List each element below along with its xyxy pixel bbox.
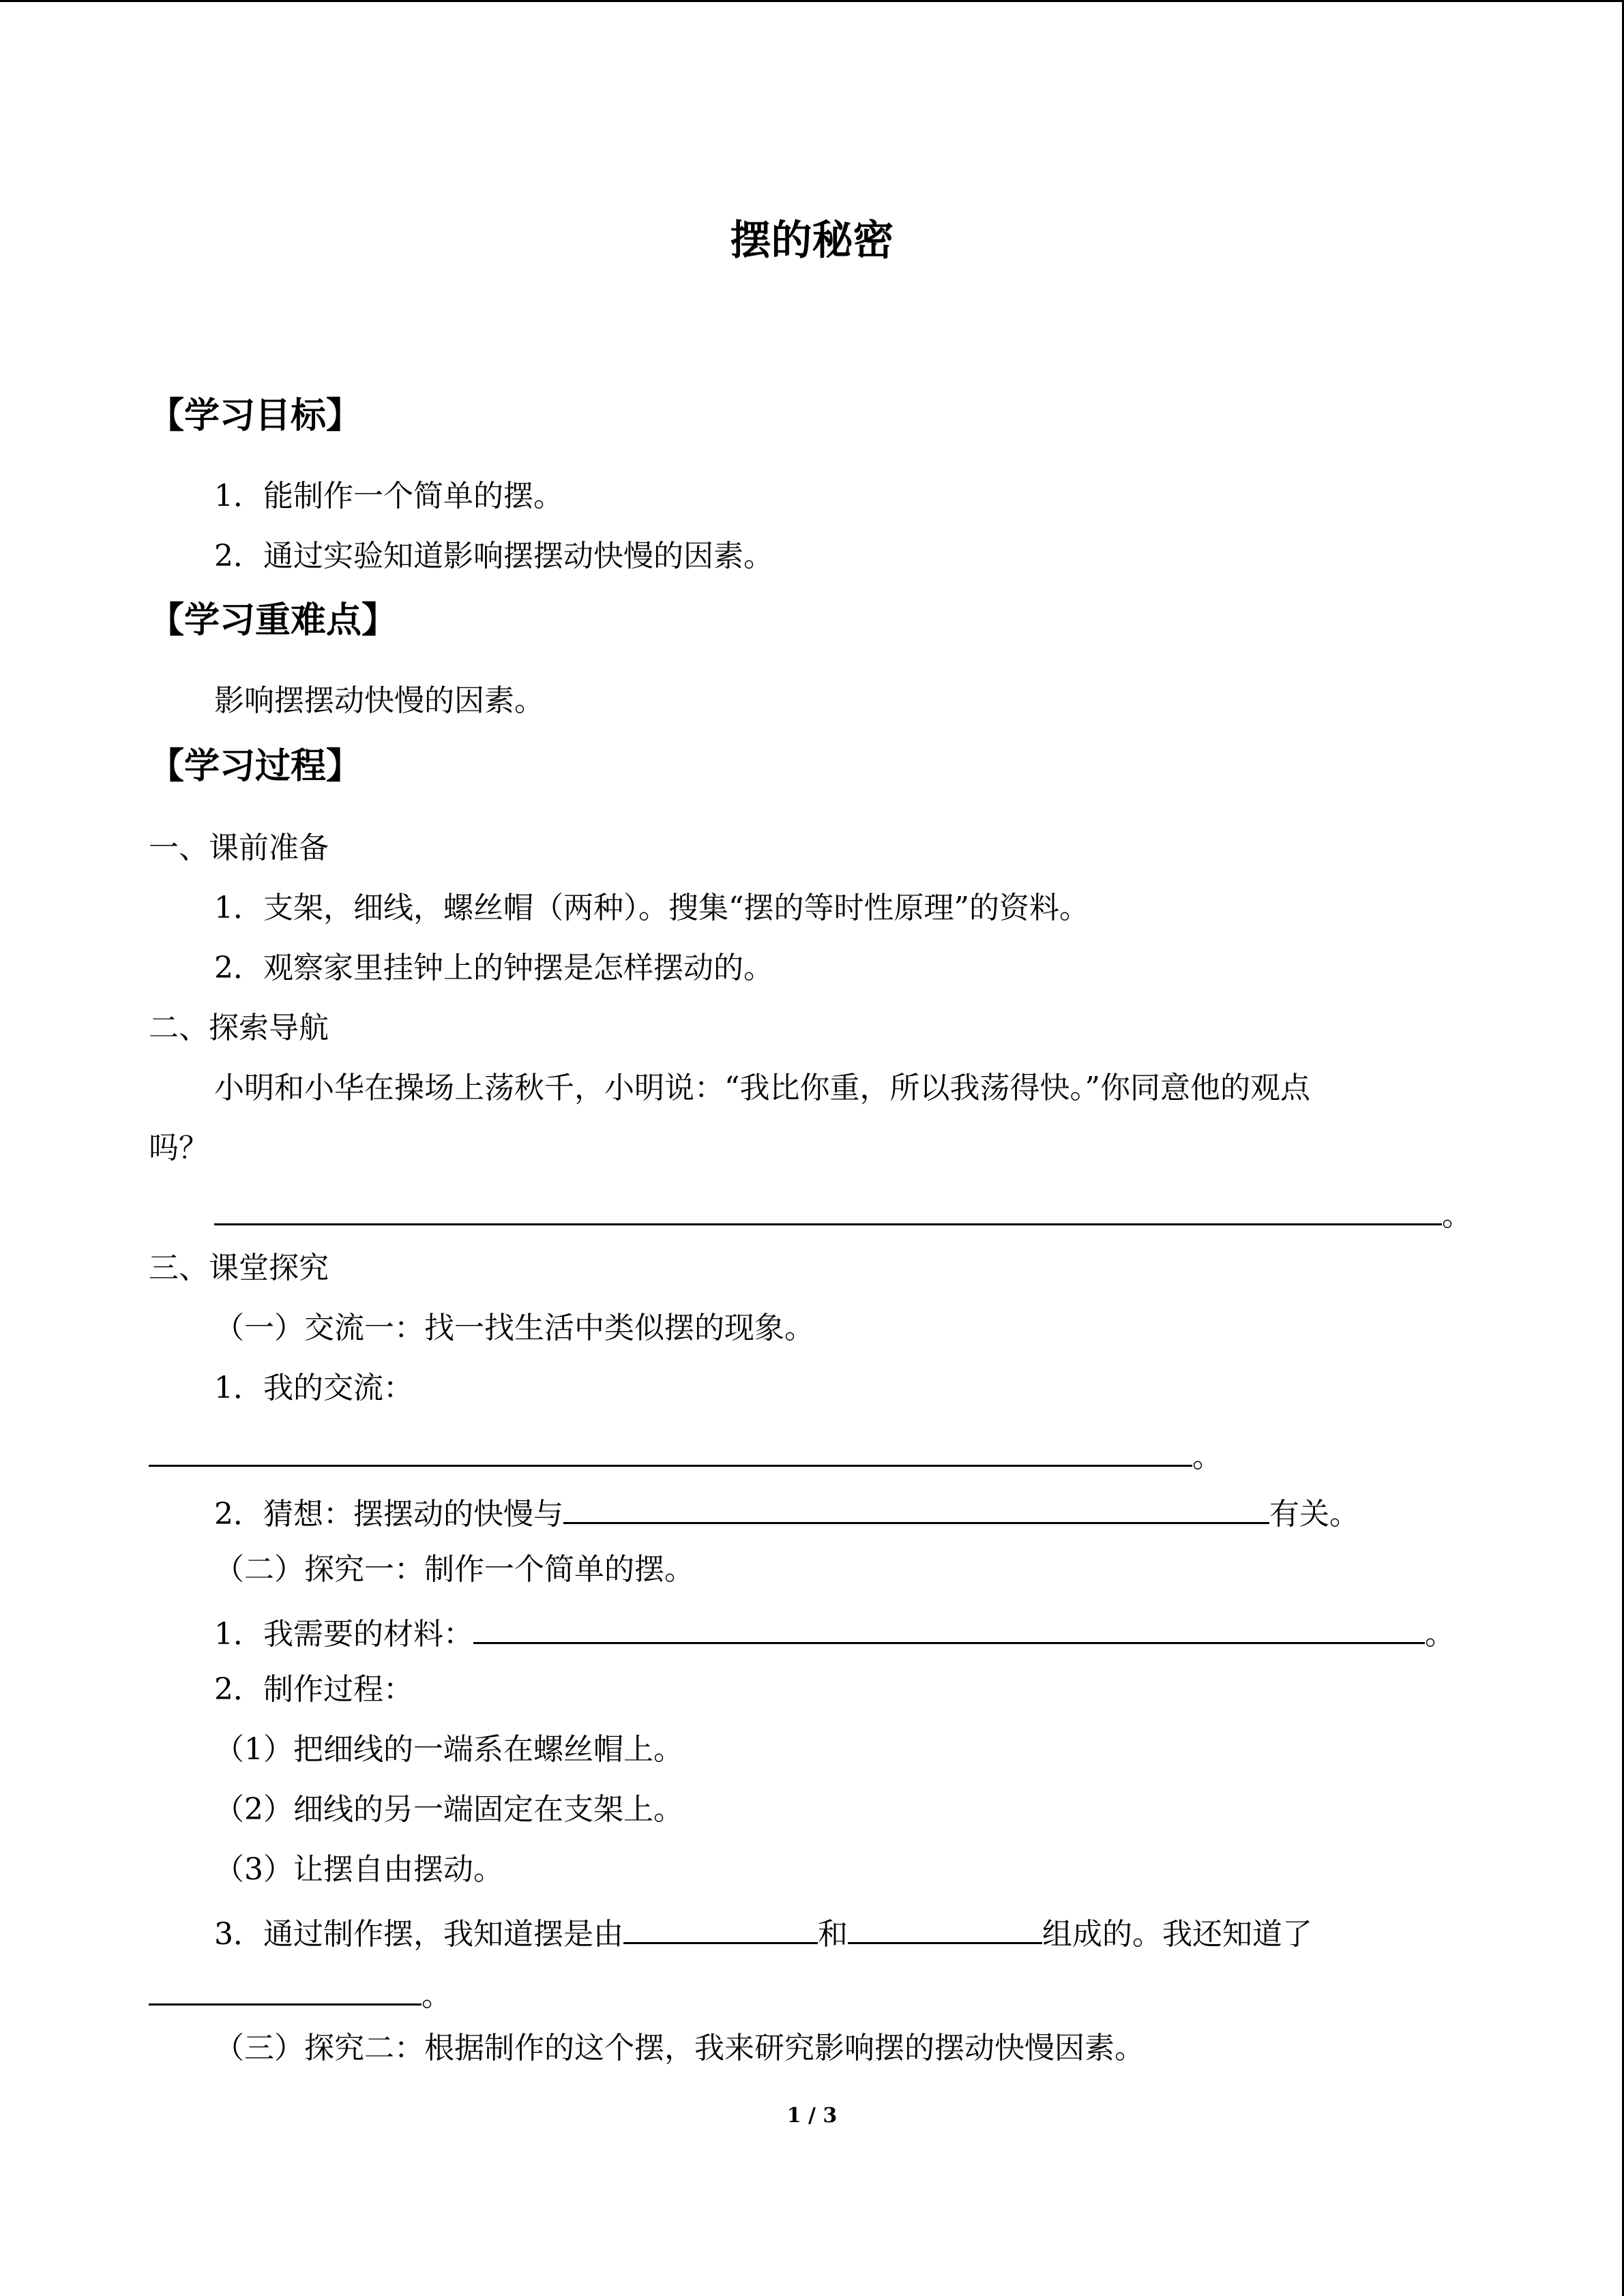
guess-row xyxy=(214,1491,1359,1534)
process-step-2: （2）细线的另一端固定在支架上。 xyxy=(214,1792,683,1827)
process-label: 2．制作过程： xyxy=(214,1672,413,1707)
key-points-heading: 【学习重难点】 xyxy=(149,599,398,641)
part1-heading: 一、课前准备 xyxy=(149,831,329,865)
part3-sub2: （二）探究一：制作一个简单的摆。 xyxy=(214,1552,694,1587)
compose-continue-row xyxy=(149,1972,452,2015)
materials-prefix: 1．我需要的材料： xyxy=(214,1617,473,1652)
page-title: 摆的秘密 xyxy=(730,217,894,265)
part2-answer-end: 。 xyxy=(1442,1198,1472,1233)
exchange-answer-end: 。 xyxy=(1192,1440,1222,1474)
part3-sub1: （一）交流一：找一找生活中类似摆的现象。 xyxy=(214,1311,814,1345)
page-border-top xyxy=(0,0,1624,2)
process-step-3: （3）让摆自由摆动。 xyxy=(214,1852,503,1887)
materials-blank[interactable] xyxy=(473,1611,1425,1644)
part1-item-1: 1．支架，细线，螺丝帽（两种）。搜集“摆的等时性原理”的资料。 xyxy=(214,891,1089,925)
goal-item-2: 2．通过实验知道影响摆摆动快慢的因素。 xyxy=(214,539,773,573)
part3-sub3: （三）探究二：根据制作的这个摆，我来研究影响摆的摆动快慢因素。 xyxy=(214,2031,1145,2066)
materials-row xyxy=(214,1611,1455,1654)
compose-blank-2[interactable] xyxy=(848,1911,1042,1944)
goals-heading: 【学习目标】 xyxy=(149,395,362,436)
compose-blank-3[interactable] xyxy=(149,1972,422,2006)
part2-paragraph-line1: 小明和小华在操场上荡秋千，小明说：“我比你重，所以我荡得快。”你同意他的观点 xyxy=(214,1071,1310,1105)
exchange-answer-blank[interactable] xyxy=(149,1433,1192,1467)
process-heading: 【学习过程】 xyxy=(149,745,362,787)
my-exchange-label: 1．我的交流： xyxy=(214,1371,413,1405)
part2-answer-blank[interactable] xyxy=(214,1192,1442,1225)
part2-heading: 二、探索导航 xyxy=(149,1011,329,1045)
compose-and: 和 xyxy=(818,1917,848,1952)
process-step-1: （1）把细线的一端系在螺丝帽上。 xyxy=(214,1732,683,1767)
goal-item-1: 1．能制作一个简单的摆。 xyxy=(214,479,563,513)
compose-row xyxy=(214,1911,1312,1954)
part3-heading: 三、课堂探究 xyxy=(149,1251,329,1285)
guess-prefix: 2．猜想：摆摆动的快慢与 xyxy=(214,1497,563,1532)
key-points-text: 影响摆摆动快慢的因素。 xyxy=(214,683,544,718)
materials-end: 。 xyxy=(1425,1617,1455,1652)
part1-item-2: 2．观察家里挂钟上的钟摆是怎样摆动的。 xyxy=(214,951,773,985)
compose-prefix: 3．通过制作摆，我知道摆是由 xyxy=(214,1917,623,1952)
compose-suffix: 组成的。我还知道了 xyxy=(1042,1917,1312,1952)
part2-paragraph-line2: 吗？ xyxy=(149,1131,209,1165)
compose-blank-1[interactable] xyxy=(623,1911,818,1944)
page-number: 1 / 3 xyxy=(786,2104,838,2128)
exchange-answer-row xyxy=(149,1433,1222,1476)
compose-end: 。 xyxy=(422,1978,452,2013)
guess-blank[interactable] xyxy=(563,1491,1269,1524)
part2-answer-row xyxy=(214,1192,1472,1235)
guess-suffix: 有关。 xyxy=(1269,1497,1359,1532)
